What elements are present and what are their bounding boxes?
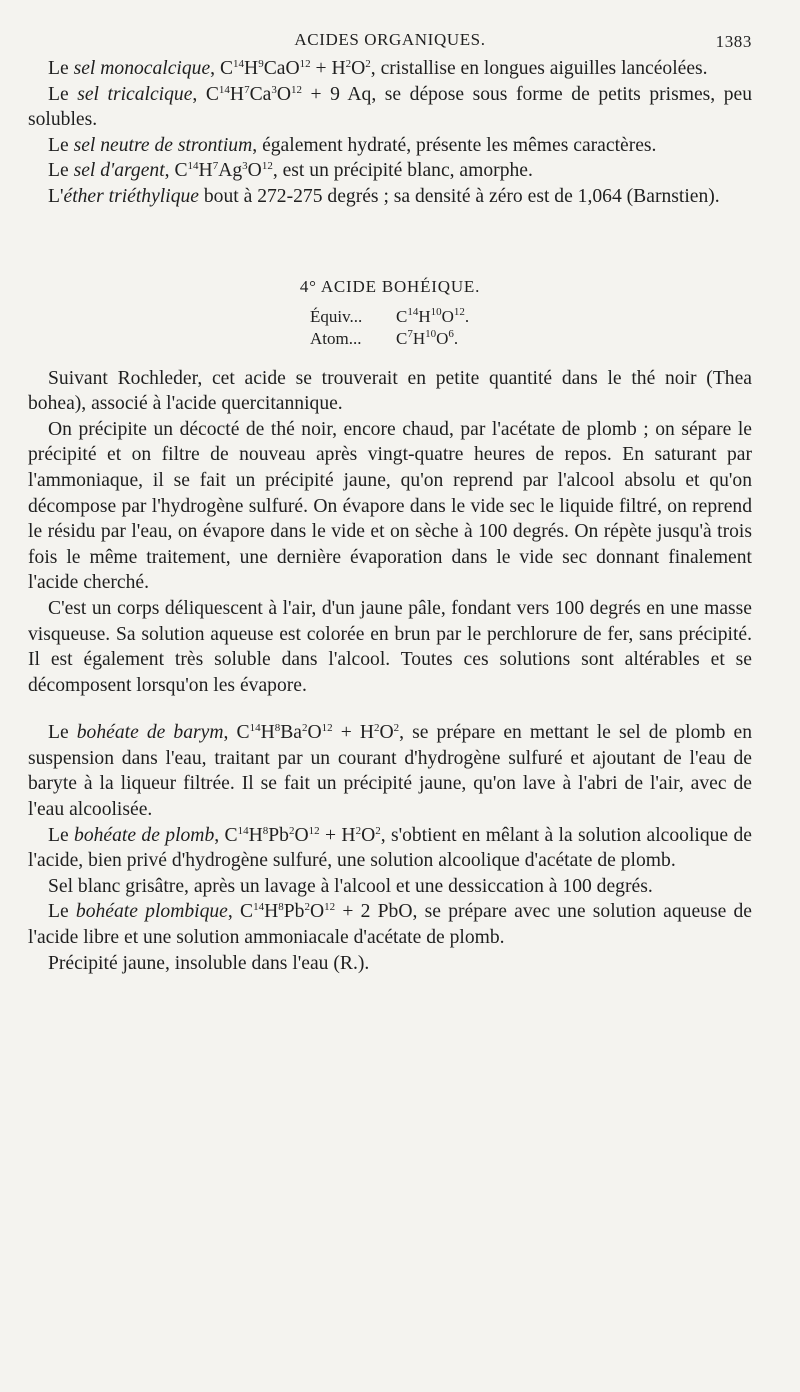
paragraph-boheate-plomb: Le bohéate de plomb, $C^{14}H^8Pb^2O^{12} + H^2O^2$, s'obtient en mêlant à la solution alcoolique de l'acide, bien privé d'hydrogène sulfuré, une solution alcoolique d'acétate de plomb. <box>28 824 752 872</box>
paragraphs-top <box>28 56 752 210</box>
term-sel-argent: sel d'argent <box>73 160 165 182</box>
page-number: 1383 <box>715 32 752 51</box>
paragraph-preparation: On précipite un décocté de thé noir, encore chaud, par l'acétate de plomb ; on sépare le précipité et on filtre de nouveau après vingt-quatre heures de repos. En saturant par l'ammoniaque, il se fait un précipité jaune, qu'on reprend par l'alcool absolu et qu'on décompose par l'hydrogène sulfuré. On évapore dans le vide sec le liquide filtré, on reprend le résidu par l'eau, on évapore dans le vide et on sèche à 100 degrés. On répète jusqu'à trois fois le même traitement, une dernière évaporation dans le vide sec donnant finalement l'acide cherché. <box>28 418 752 594</box>
term-boheate-plomb: bohéate de plomb <box>74 824 215 846</box>
formula-barym: $C^{14}H^8Ba^2O^{12} + H^2O^2$ <box>236 722 400 744</box>
equiv-label: Équiv... <box>310 306 363 326</box>
paragraphs-bottom <box>28 720 752 976</box>
term-strontium: sel neutre de strontium <box>73 134 253 156</box>
paragraph-origin: Suivant Rochleder, cet acide se trouverait en petite quantité dans le thé noir (Thea bohea), associé à l'acide quercitannique. <box>28 367 752 415</box>
term-sel-tricalcique: sel tricalcique <box>77 83 193 105</box>
term-boheate-plombique: bohéate plombique <box>75 901 228 923</box>
paragraphs-middle <box>28 366 752 699</box>
atom-formula: $C^7H^{10}O^6$. <box>396 327 459 348</box>
atom-label: Atom... <box>310 328 362 348</box>
paragraph-sel-tricalcique: Le sel tricalcique, $C^{14}H^7Ca^3O^{12} + 9$ Aq, se dépose sous forme de petits prismes, peu solubles. <box>28 83 752 131</box>
section-title: 4° ACIDE BOHÉIQUE. <box>299 276 481 296</box>
formula-row-atom <box>310 328 470 350</box>
formula-monocalcique: $C^{14}H^9CaO^{12} + H^2O^2$ <box>219 58 371 79</box>
paragraph-boheate-plombique: Le bohéate plombique, $C^{14}H^8Pb^2O^{12} + 2$ PbO, se prépare avec une solution aqueuse de l'acide libre et une solution ammoniacale d'acétate de plomb. <box>28 901 753 949</box>
paragraph-precipite-jaune: Précipité jaune, insoluble dans l'eau (R.). <box>48 952 370 974</box>
running-title: ACIDES ORGANIQUES. <box>294 30 486 49</box>
formula-tricalcique: $C^{14}H^7Ca^3O^{12} + 9$ Aq <box>205 83 372 105</box>
formula-table <box>310 306 470 350</box>
formula-argent: $C^{14}H^7Ag^3O^{12}$ <box>174 160 273 182</box>
running-head <box>28 24 752 52</box>
term-ether: éther triéthylique <box>63 185 199 207</box>
term-sel-monocalcique: sel monocalcique <box>73 58 211 79</box>
formula-plombique: $C^{14}H^8Pb^2O^{12} + 2$ PbO <box>240 901 413 923</box>
paragraph-boheate-barym: Le bohéate de barym, $C^{14}H^8Ba^2O^{12} + H^2O^2$, se prépare en mettant le sel de plomb en suspension dans l'eau, traitant par un courant d'hydrogène sulfuré et ajoutant de l'eau de baryte à la liqueur filtrée. Il se fait un précipité jaune, qu'on lave à l'abri de l'air, avec de l'eau alcoolisée. <box>28 722 753 821</box>
paragraph-properties: C'est un corps déliquescent à l'air, d'un jaune pâle, fondant vers 100 degrés en une masse visqueuse. Sa solution aqueuse est colorée en brun par le perchlorure de fer, sans précipité. Il est également très soluble dans l'alcool. Toutes ces solutions sont altérables et se décomposent lorsqu'on les évapore. <box>28 597 752 696</box>
paragraph-ether: L'éther triéthylique bout à 272-275 degrés ; sa densité à zéro est de 1,064 (Barnstien). <box>48 185 720 207</box>
formula-plomb: $C^{14}H^8Pb^2O^{12} + H^2O^2$ <box>224 824 381 846</box>
paragraph-sel-blanc: Sel blanc grisâtre, après un lavage à l'alcool et une dessiccation à 100 degrés. <box>48 875 653 897</box>
paragraph-strontium: Le sel neutre de strontium, également hydraté, présente les mêmes caractères. <box>48 134 657 156</box>
paragraph-sel-monocalcique: Le sel monocalcique, $C^{14}H^9CaO^{12} + H^2O^2$, cristallise en longues aiguilles lancéolées. <box>48 58 708 79</box>
term-boheate-barym: bohéate de barym <box>76 722 224 744</box>
formula-row-equiv <box>310 306 470 328</box>
paragraph-sel-argent: Le sel d'argent, $C^{14}H^7Ag^3O^{12}$, est un précipité blanc, amorphe. <box>48 160 533 182</box>
equiv-formula: $C^{14}H^{10}O^{12}$. <box>396 305 470 326</box>
